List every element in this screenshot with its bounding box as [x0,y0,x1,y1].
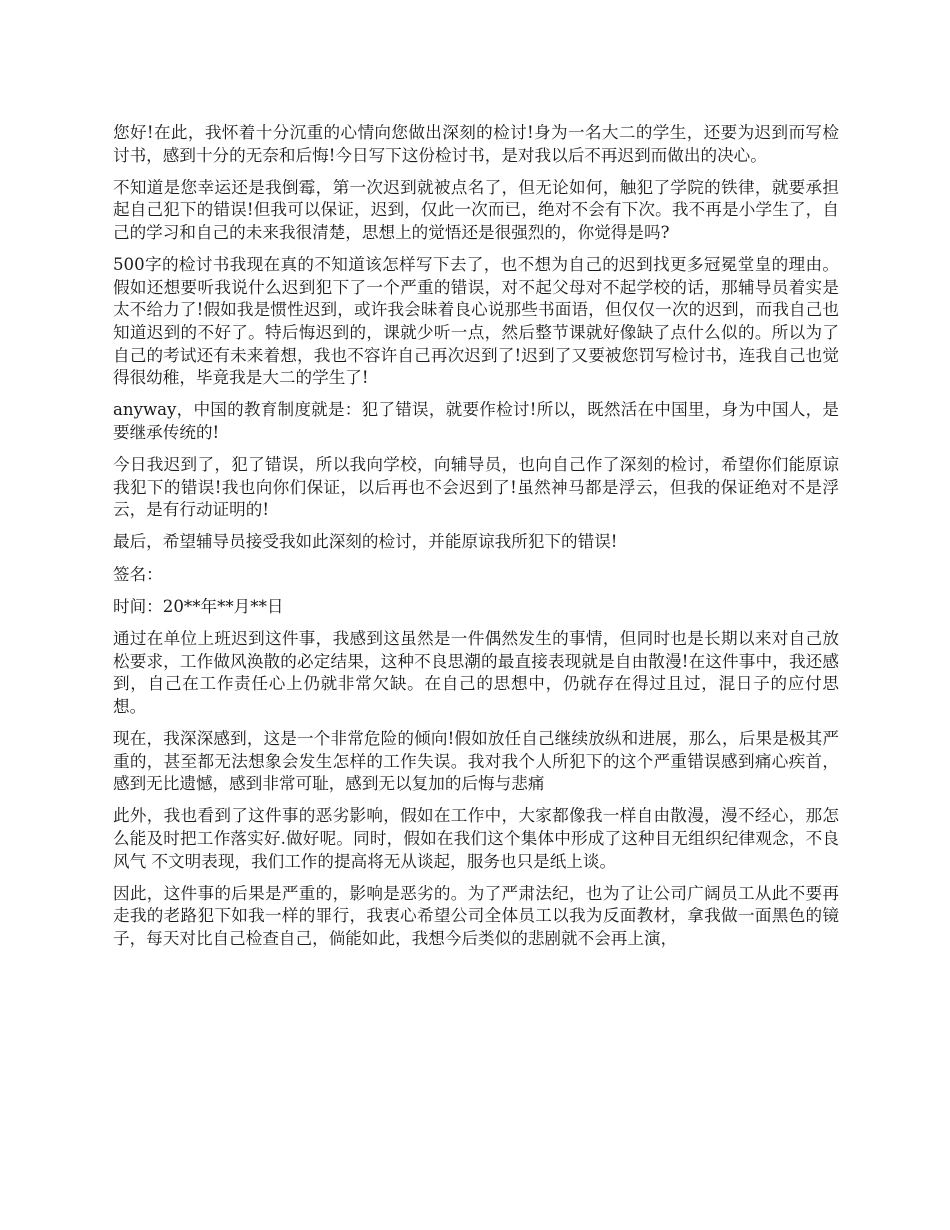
paragraph-closing: 最后，希望辅导员接受我如此深刻的检讨，并能原谅我所犯下的错误! [113,532,618,552]
paragraph-opening: 您好!在此，我怀着十分沉重的心情向您做出深刻的检讨!身为一名大二的学生，还要为迟到而写检讨书，感到十分的无奈和后悔!今日写下这份检讨书，是对我以后不再迟到而做出的决心。 [113,123,839,165]
paragraph-anyway: anyway，中国的教育制度就是：犯了错误，就要作检讨!所以，既然活在中国里，身为中国人，是要继承传统的! [113,400,839,442]
paragraph-consequence: 因此，这件事的后果是严重的，影响是恶劣的。为了严肃法纪，也为了让公司广阔员工从此不要再走我的老路犯下如我一样的罪行，我衷心希望公司全体员工以我为反面教材，拿我做一面黑色的镜子，每天对比自己检查自己，倘能如此，我想今后类似的悲剧就不会再上演， [113,883,839,948]
paragraph-influence: 此外，我也看到了这件事的恶劣影响，假如在工作中，大家都像我一样自由散漫，漫不经心，那怎么能及时把工作落实好.做好呢。同时，假如在我们这个集体中形成了这种目无组织纪律观念，不良风气 不文明表现，我们工作的提高将无从谈起，服务也只是纸上谈。 [113,806,839,871]
document-body [113,122,839,960]
paragraph-first-late: 不知道是您幸运还是我倒霉，第一次迟到就被点名了，但无论如何，触犯了学院的铁律，就要承担起自己犯下的错误!但我可以保证，迟到，仅此一次而已，绝对不会有下次。我不再是小学生了，自己的学习和自己的未来我很清楚，思想上的觉悟还是很强烈的，你觉得是吗? [113,177,839,242]
paragraph-work-late: 通过在单位上班迟到这件事，我感到这虽然是一件偶然发生的事情，但同时也是长期以来对自己放松要求，工作做风涣散的必定结果，这种不良思潮的最直接表现就是自由散漫!在这件事中，我还感到，自己在工作责任心上仍就非常欠缺。在自己的思想中，仍就存在得过且过，混日子的应付思想。 [113,629,839,716]
signature-line: 签名： [113,564,163,584]
paragraph-today-late: 今日我迟到了，犯了错误，所以我向学校，向辅导员，也向自己作了深刻的检讨，希望你们能原谅我犯下的错误!我也向你们保证，以后再也不会迟到了!虽然神马都是浮云，但我的保证绝对不是浮云，是有行动证明的! [113,455,839,520]
date-line: 时间：20**年**月**日 [113,596,284,616]
paragraph-danger: 现在，我深深感到，这是一个非常危险的倾向!假如放任自己继续放纵和进展，那么，后果是极其严重的，甚至都无法想象会发生怎样的工作失误。我对我个人所犯下的这个严重错误感到痛心疾首，感到无比遗憾，感到非常可耻，感到无以复加的后悔与悲痛 [113,729,839,794]
paragraph-500-words: 500字的检讨书我现在真的不知道该怎样写下去了，也不想为自己的迟到找更多冠冕堂皇的理由。假如还想要听我说什么迟到犯下了一个严重的错误，对不起父母对不起学校的话，那辅导员着实是太不给力了!假如我是惯性迟到，或许我会昧着良心说那些书面语，但仅仅一次的迟到，而我自己也知道迟到的不好了。特后悔迟到的，课就少听一点，然后整节课就好像缺了点什么似的。所以为了自己的考试还有未来着想，我也不容许自己再次迟到了!迟到了又要被您罚写检讨书，连我自己也觉得很幼稚，毕竟我是大二的学生了! [113,255,839,388]
